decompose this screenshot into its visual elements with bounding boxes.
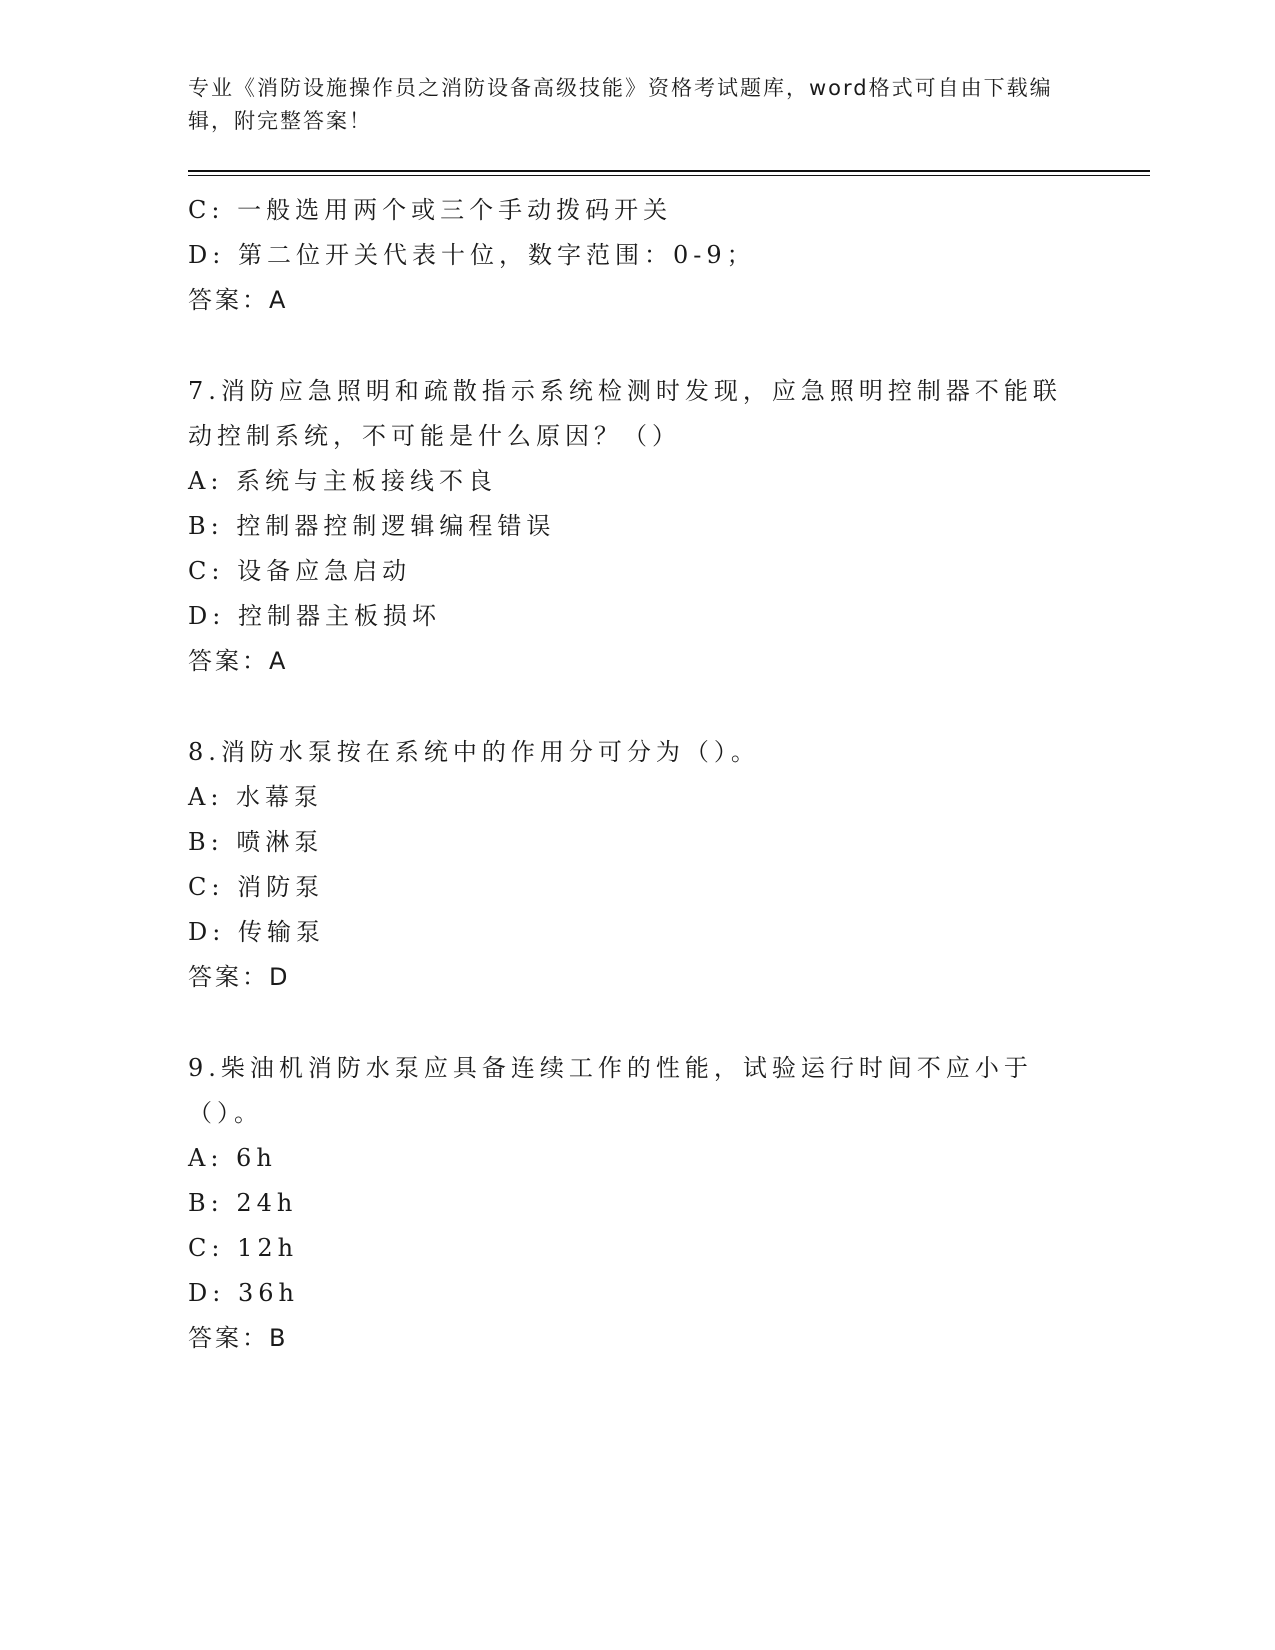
answer: 答案：A [188, 286, 289, 314]
question-text: 8.消防水泵按在系统中的作用分可分为（）。 [188, 738, 760, 766]
option-c: C: 设备应急启动 [188, 557, 412, 585]
option-a: A: 系统与主板接线不良 [188, 467, 498, 495]
answer: 答案：D [188, 963, 291, 991]
continued-question [188, 188, 1148, 323]
document-header: 专业《消防设施操作员之消防设备高级技能》资格考试题库，word格式可自由下载编辑，附完整答案！ [188, 76, 1053, 133]
option-d: D: 传输泵 [188, 918, 325, 946]
option-d: D: 第二位开关代表十位，数字范围：0-9； [188, 241, 756, 269]
question-8 [188, 730, 1148, 1000]
option-b: B: 喷淋泵 [188, 828, 324, 856]
option-c: C: 12h [188, 1234, 299, 1262]
option-a: A: 水幕泵 [188, 783, 324, 811]
document-page [188, 72, 1148, 1361]
option-a: A: 6h [188, 1144, 277, 1172]
header-divider [188, 170, 1150, 176]
answer: 答案：B [188, 1324, 289, 1352]
option-d: D: 36h [188, 1279, 299, 1307]
question-7 [188, 369, 1148, 684]
option-c: C: 消防泵 [188, 873, 325, 901]
option-d: D: 控制器主板损坏 [188, 602, 441, 630]
answer: 答案：A [188, 647, 289, 675]
option-c: C: 一般选用两个或三个手动拨码开关 [188, 196, 673, 224]
question-text: 9.柴油机消防水泵应具备连续工作的性能，试验运行时间不应小于（）。 [188, 1054, 1033, 1127]
question-text: 7.消防应急照明和疏散指示系统检测时发现，应急照明控制器不能联动控制系统，不可能是什么原因？（） [188, 377, 1062, 450]
option-b: B: 控制器控制逻辑编程错误 [188, 512, 556, 540]
option-b: B: 24h [188, 1189, 298, 1217]
question-9 [188, 1046, 1148, 1361]
